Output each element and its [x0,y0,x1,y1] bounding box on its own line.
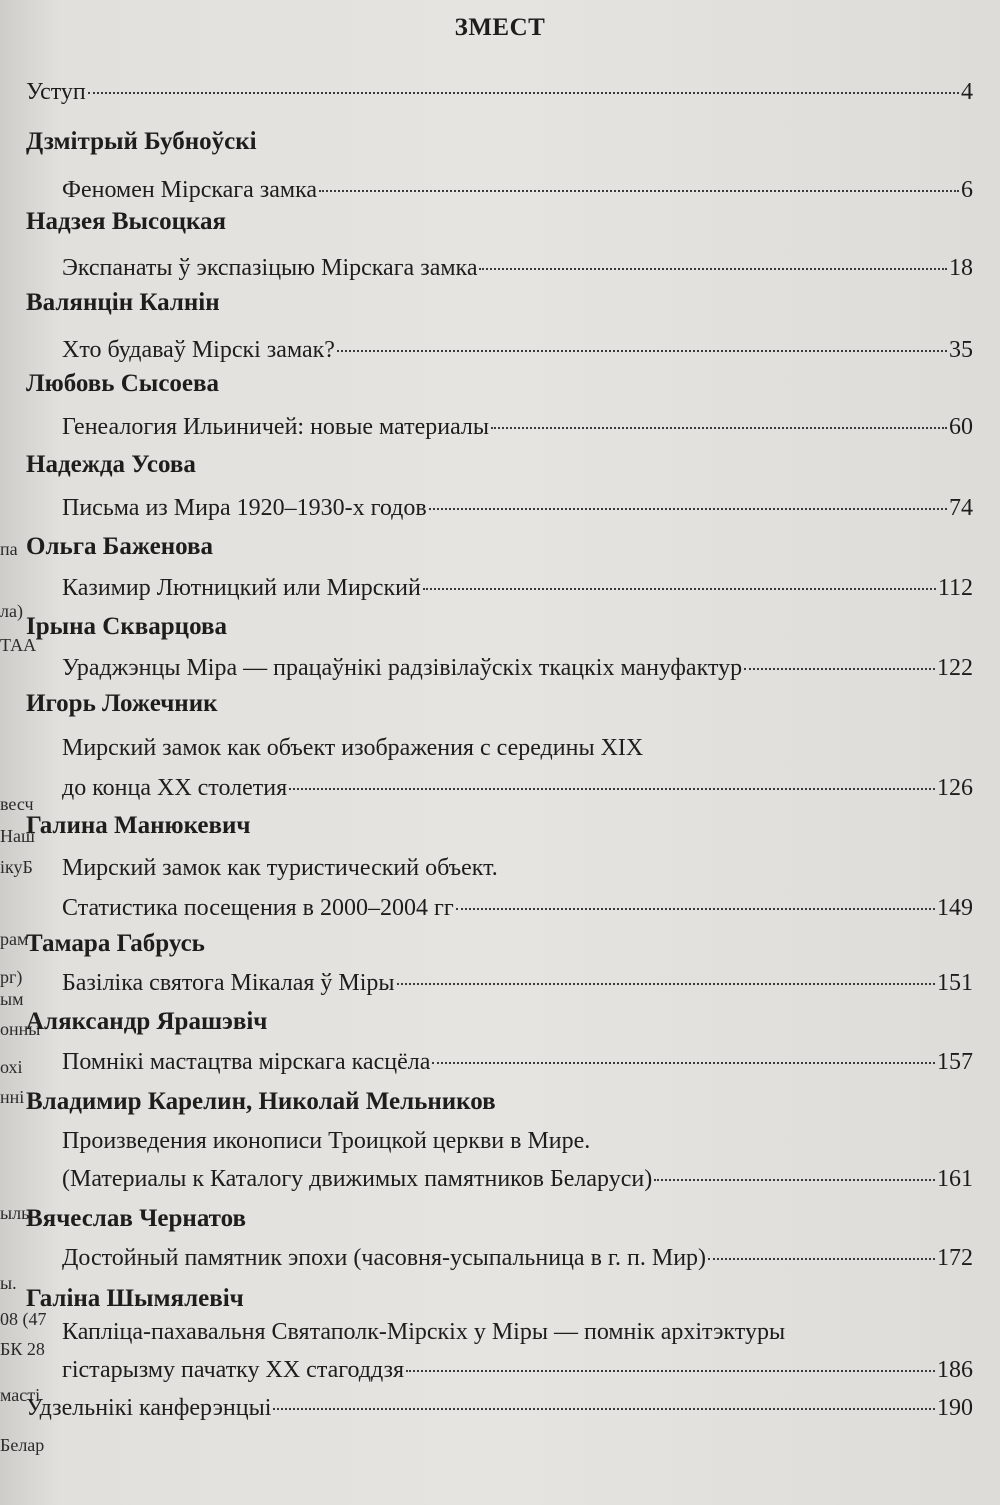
page-number: 35 [949,337,973,363]
bleed-fragment: ым [0,989,24,1009]
author-name: Вячеслав Чернатов [26,1205,247,1232]
entry-title-line: Мирский замок как объект изображения с середины XIX [62,735,644,761]
bleed-fragment: онны [0,1019,41,1039]
leader-dots [397,983,935,985]
entry-title: до конца XX столетия [62,775,288,801]
entry-title: Письма из Мира 1920–1930-х годов [62,495,427,521]
leader-dots [491,427,947,429]
author-name: Надзея Высоцкая [26,208,227,235]
leader-dots [88,92,959,94]
author-name: Валянцін Калнін [26,289,220,316]
author-name: Галина Манюкевич [26,812,251,839]
page-number: 126 [937,775,973,801]
leader-dots [708,1258,935,1260]
leader-dots [432,1062,935,1064]
toc-entry[interactable] [62,893,973,923]
page-number: 157 [937,1049,973,1075]
author-name: Игорь Ложечник [26,690,218,717]
toc-entry[interactable] [62,412,973,442]
bleed-fragment: ы. [0,1273,17,1293]
entry-title-line: Произведения иконописи Троицкой церкви в Мире. [62,1128,591,1154]
entry-title: Удзельнікі канферэнцыі [26,1395,272,1421]
page-number: 172 [937,1245,973,1271]
page-number: 4 [961,79,973,105]
toc-entry[interactable] [62,335,973,365]
entry-title: Казимир Лютницкий или Мирский [62,575,421,601]
page-number: 149 [937,895,973,921]
bleed-fragment: ікуБ [0,857,33,877]
entry-title: Базіліка святога Мікалая ў Міры [62,970,395,996]
toc-entry[interactable] [62,968,973,998]
leader-dots [319,190,959,192]
toc-entry[interactable] [62,573,973,603]
toc-entry[interactable] [62,1047,973,1077]
leader-dots [654,1179,935,1181]
toc-entry-intro[interactable] [26,77,973,107]
bleed-fragment: рг) [0,967,23,987]
author-name: Ірына Скварцова [26,613,227,640]
bleed-fragment: охі [0,1057,23,1077]
author-name: Галіна Шымялевіч [26,1285,244,1312]
bleed-fragment: 08 (47 [0,1309,47,1329]
bleed-fragment: па [0,539,18,559]
bleed-fragment: нні [0,1087,25,1107]
entry-title: Хто будаваў Мірскі замак? [62,337,335,363]
toc-entry[interactable] [62,1243,973,1273]
page-number: 161 [937,1166,973,1192]
toc-entry[interactable] [62,253,973,283]
toc-entry[interactable] [62,773,973,803]
entry-title: Достойный памятник эпохи (часовня-усыпальница в г. п. Мир) [62,1245,707,1271]
entry-title: Помнікі мастацтва мірскага касцёла [62,1049,431,1075]
page-title: ЗМЕСТ [454,14,546,41]
entry-title: Ураджэнцы Міра — працаўнікі радзівілаўскіх ткацкіх мануфактур [62,655,743,681]
page-number: 74 [949,495,973,521]
entry-title: Экспанаты ў экспазіцыю Мірскага замка [62,255,478,281]
bleed-fragment: ла) [0,601,23,621]
entry-title-line: Мирский замок как туристический объект. [62,855,498,881]
leader-dots [406,1370,935,1372]
toc-entry[interactable] [62,175,973,205]
entry-title: Статистика посещения в 2000–2004 гг [62,895,454,921]
author-name: Тамара Габрусь [26,930,205,957]
bleed-fragment: Белар [0,1435,45,1455]
entry-title: гістарызму пачатку XX стагоддзя [62,1357,405,1383]
toc-entry[interactable] [62,493,973,523]
entry-title: Уступ [26,79,86,105]
author-name: Надежда Усова [26,451,196,478]
bleed-fragment: ТАА [0,635,37,655]
leader-dots [423,588,936,590]
entry-title: Генеалогия Ильиничей: новые материалы [62,414,490,440]
toc-entry[interactable] [62,1355,973,1385]
page-number: 112 [937,575,973,601]
bleed-fragment: весч [0,794,34,814]
toc-entry[interactable] [62,1164,973,1194]
author-name: Ольга Баженова [26,533,213,560]
author-name: Дзмітрый Бубноўскі [26,128,257,155]
entry-title: Феномен Мірскага замка [62,177,318,203]
page-number: 60 [949,414,973,440]
author-name: Владимир Карелин, Николай Мельников [26,1088,496,1115]
bleed-fragment: масті [0,1385,41,1405]
bleed-fragment: Наш [0,826,35,846]
page-number: 190 [937,1395,973,1421]
author-name: Любовь Сысоева [26,370,220,397]
page-number: 18 [949,255,973,281]
bleed-fragment: БК 28 [0,1339,45,1359]
leader-dots [429,508,947,510]
bleed-fragment: рам [0,929,29,949]
leader-dots [479,268,947,270]
page-number: 122 [937,655,973,681]
entry-title: (Материалы к Каталогу движимых памятников Беларуси) [62,1166,653,1192]
toc-entry[interactable] [62,653,973,683]
leader-dots [337,350,947,352]
leader-dots [456,908,935,910]
toc-entry-participants[interactable] [26,1393,973,1423]
page-number: 186 [937,1357,973,1383]
entry-title-line: Капліца-пахавальня Святаполк-Мірскіх у Міры — помнік архітэктуры [62,1319,786,1345]
page-number: 6 [961,177,973,203]
bleed-fragment: ыль [0,1203,30,1223]
author-name: Аляксандр Ярашэвіч [26,1008,268,1035]
page-number: 151 [937,970,973,996]
leader-dots [744,668,935,670]
leader-dots [289,788,935,790]
leader-dots [273,1408,935,1410]
